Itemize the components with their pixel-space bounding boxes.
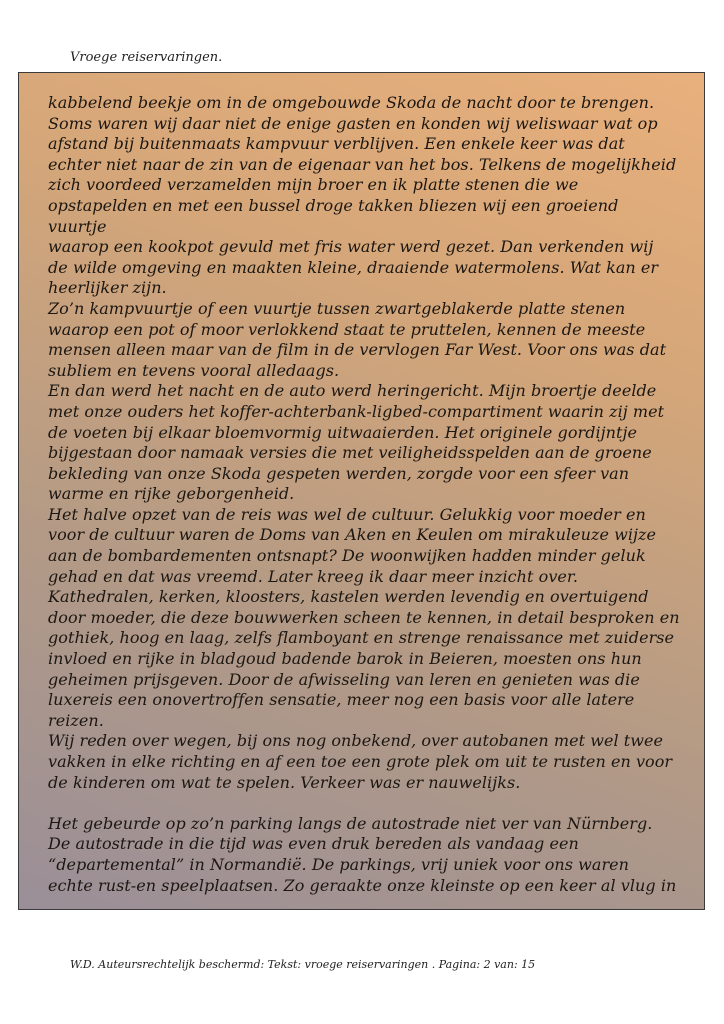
story-text-box [18,72,705,910]
page-header-title: Vroege reiservaringen. [70,50,223,65]
story-paragraph: kabbelend beekje om in de omgebouwde Skoda de nacht door te brengen. Soms waren wij daar niet de enige gasten en konden wij weliswaar wat op afstand bij buitenmaats kampvuur verblijven. Een enkele keer was dat echter niet naar de zin van de eigenaar van het bos. Telkens de mogelijkheid zich voordeed verzamelden mijn broer en ik platte stenen die we opstapelden en met een bussel droge takken bliezen wij een groeiend vuurtje waarop een kookpot gevuld met fris water werd gezet. Dan verkenden wij de wilde omgeving en maakten kleine, draaiende watermolens. Wat kan er heerlijker zijn. Zo’n kampvuurtje of een vuurtje tussen zwartgeblakerde platte stenen waarop een pot of moor verlokkend staat te pruttelen, kennen de meeste mensen alleen maar van de film in de vervlogen Far West. Voor ons was dat subliem en tevens vooral alledaags. En dan werd het nacht en de auto werd heringericht. Mijn broertje deelde met onze ouders het koffer-achterbank-ligbed-compartiment waarin zij met de voeten bij elkaar bloemvormig uitwaaierden. Het originele gordijntje bijgestaan door namaak versies die met veiligheidsspelden aan de groene bekleding van onze Skoda gespeten werden, zorgde voor een sfeer van warme en rijke geborgenheid. Het halve opzet van de reis was wel de cultuur. Gelukkig voor moeder en voor de cultuur waren de Doms van Aken en Keulen om mirakuleuze wijze aan de bombardementen ontsnapt? De woonwijken hadden minder geluk gehad en dat was vreemd. Later kreeg ik daar meer inzicht over. Kathedralen, kerken, kloosters, kastelen werden levendig en overtuigend door moeder, die deze bouwwerken scheen te kennen, in detail besproken en gothiek, hoog en laag, zelfs flamboyant en strenge renaissance met zuiderse invloed en rijke in bladgoud badende barok in Beieren, moesten ons hun geheimen prijsgeven. Door de afwisseling van leren en genieten was die luxereis een onovertroffen sensatie, meer nog een basis voor alle latere reizen. Wij reden over wegen, bij ons nog onbekend, over autobanen met wel twee vakken in elke richting en af een toe een grote plek om uit te rusten en voor de kinderen om wat te spelen. Verkeer was er nauwelijks. [48,93,680,792]
story-paragraph: Het gebeurde op zo’n parking langs de autostrade niet ver van Nürnberg. De autostrade in die tijd was even druk bereden als vandaag een “departemental” in Normandië. De parkings, vrij uniek voor ons waren echte rust-en speelplaatsen. Zo geraakte onze kleinste op een keer al vlug in [48,813,677,895]
page-footer: W.D. Auteursrechtelijk beschermd: Tekst: vroege reiservaringen . Pagina: 2 van: 15 [70,958,536,971]
